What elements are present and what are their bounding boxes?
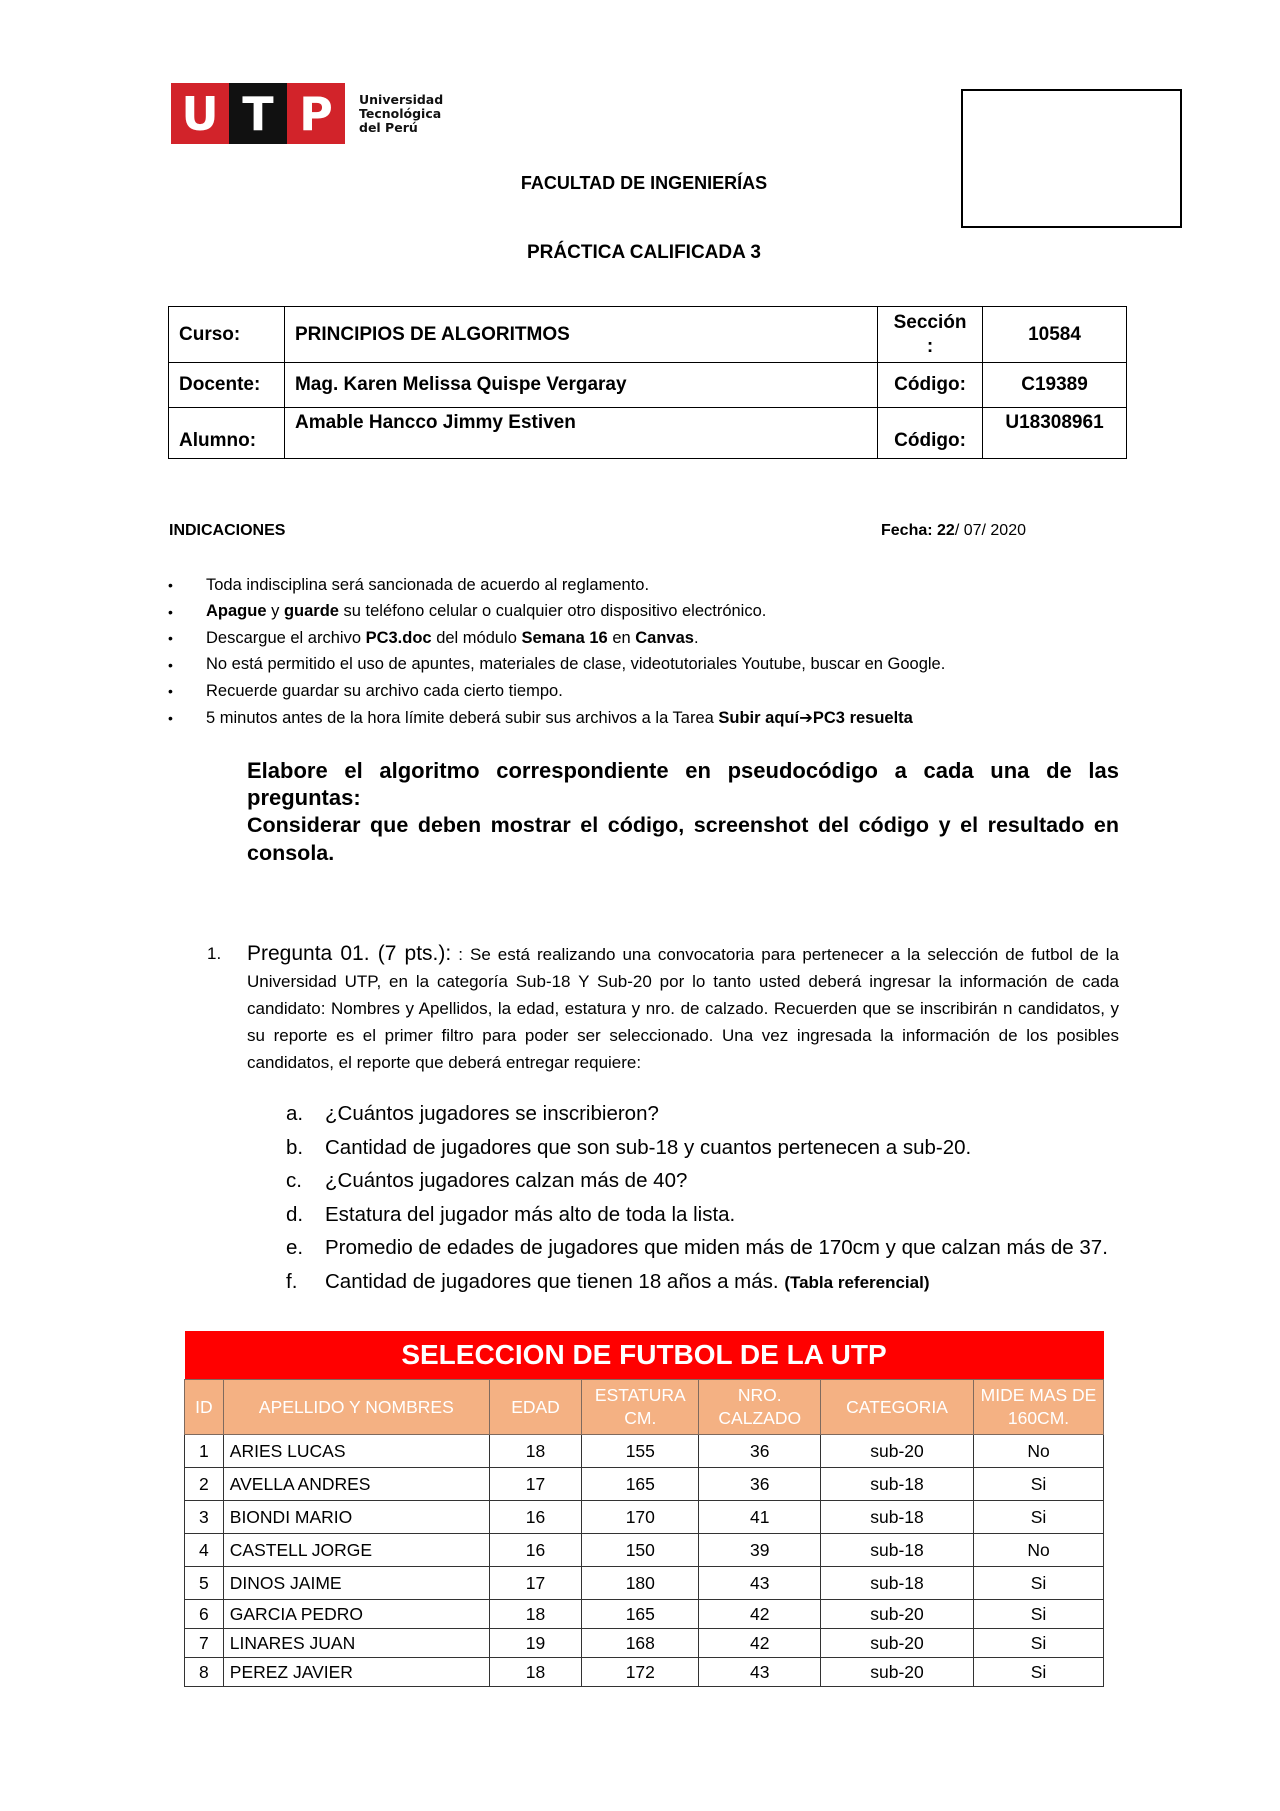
fecha-rest: / 07/ 2020 — [954, 522, 1026, 539]
bullet-icon: • — [168, 683, 173, 700]
column-header-age: EDAD — [489, 1380, 581, 1435]
list-item-text: Recuerde guardar su archivo cada cierto tiempo. — [206, 681, 563, 700]
item-letter: a. — [286, 1102, 304, 1125]
table-row — [185, 1435, 1104, 1468]
list-item — [286, 1231, 1120, 1265]
docente-codigo-label: Código: — [878, 363, 983, 408]
cell-height: 172 — [582, 1658, 699, 1687]
list-item — [168, 625, 1128, 652]
cell-age: 18 — [489, 1435, 581, 1468]
text: 5 minutos antes de la hora límite deberá subir sus archivos a la Tarea — [206, 708, 719, 727]
faculty-title: FACULTAD DE INGENIERÍAS — [520, 173, 768, 193]
table-row — [185, 1629, 1104, 1658]
exam-title: PRÁCTICA CALIFICADA 3 — [527, 242, 761, 263]
docente-label: Docente: — [169, 363, 285, 408]
bold-text: Canvas — [635, 628, 694, 647]
table-title: SELECCION DE FUTBOL DE LA UTP — [185, 1331, 1104, 1380]
logo-line: Universidad — [359, 91, 444, 107]
bold-text: Subir aquí — [718, 708, 800, 727]
curso-value: PRINCIPIOS DE ALGORITMOS — [284, 307, 877, 363]
bullet-icon: • — [168, 577, 173, 594]
cell-age: 16 — [489, 1501, 581, 1534]
list-item — [286, 1164, 1120, 1198]
logo-letter-t: T — [229, 83, 287, 144]
cell-age: 16 — [489, 1534, 581, 1567]
cell-name: DINOS JAIME — [223, 1567, 489, 1600]
table-body — [185, 1435, 1104, 1687]
text: . — [693, 628, 699, 647]
logo-line: Tecnológica — [359, 105, 442, 121]
fecha-label: Fecha: — [881, 522, 933, 539]
cell-name: GARCIA PEDRO — [223, 1600, 489, 1629]
cell-shoe-size: 42 — [699, 1600, 821, 1629]
docente-value: Mag. Karen Melissa Quispe Vergaray — [284, 363, 877, 408]
cell-category: sub-18 — [821, 1468, 974, 1501]
alumno-codigo-value: U18308961 — [983, 408, 1127, 459]
seccion-value: 10584 — [983, 307, 1127, 363]
bold-text: PC3.doc — [365, 628, 432, 647]
question-subitems — [286, 1097, 1120, 1299]
info-row-curso — [169, 307, 1127, 363]
info-row-alumno — [169, 408, 1127, 459]
item-text: ¿Cuántos jugadores se inscribieron? — [325, 1102, 659, 1125]
column-header-id: ID — [185, 1380, 224, 1435]
cell-shoe-size: 41 — [699, 1501, 821, 1534]
alumno-label: Alumno: — [169, 408, 285, 459]
item-text: ¿Cuántos jugadores calzan más de 40? — [325, 1169, 688, 1192]
column-header-over-160: MIDE MAS DE 160CM. — [974, 1380, 1104, 1435]
cell-age: 19 — [489, 1629, 581, 1658]
utp-logo — [171, 83, 443, 144]
item-letter: e. — [286, 1236, 304, 1259]
cell-id: 5 — [185, 1567, 224, 1600]
bullet-icon: • — [168, 603, 173, 620]
list-item — [168, 652, 1128, 679]
cell-height: 168 — [582, 1629, 699, 1658]
cell-shoe-size: 43 — [699, 1567, 821, 1600]
cell-over-160: No — [974, 1435, 1104, 1468]
cell-height: 170 — [582, 1501, 699, 1534]
bold-text: PC3 resuelta — [812, 708, 913, 727]
cell-id: 3 — [185, 1501, 224, 1534]
column-header-height: ESTATURA CM. — [582, 1380, 699, 1435]
instructions-line-2: Considerar que deben mostrar el código, screenshot del código y el resultado en consola. — [247, 813, 1119, 865]
question-1 — [207, 940, 1119, 1076]
cell-height: 180 — [582, 1567, 699, 1600]
column-header-category: CATEGORIA — [821, 1380, 974, 1435]
curso-label: Curso: — [169, 307, 285, 363]
cell-height: 165 — [582, 1468, 699, 1501]
cell-category: sub-20 — [821, 1600, 974, 1629]
cell-name: BIONDI MARIO — [223, 1501, 489, 1534]
cell-height: 155 — [582, 1435, 699, 1468]
bullet-icon: • — [168, 656, 173, 673]
cell-shoe-size: 42 — [699, 1629, 821, 1658]
cell-age: 18 — [489, 1658, 581, 1687]
list-item — [168, 572, 1128, 599]
cell-name: CASTELL JORGE — [223, 1534, 489, 1567]
item-text — [325, 1265, 930, 1300]
cell-name: AVELLA ANDRES — [223, 1468, 489, 1501]
question-text: : Se está realizando una convocatoria para pertenecer a la selección de futbol de la Universidad UTP, en la categoría Sub-18 Y Sub-20 por lo tanto usted deberá ingresar la información de cada candidato: Nombres y Apellidos, la edad, estatura y nro. de calzado. Recuerden que se inscribirán n candidatos, y su reporte es el primer filtro para poder ser seleccionado. Una vez ingresada la información de los posibles candidatos, el reporte que deberá entregar requiere: — [247, 945, 1119, 1072]
table-row — [185, 1501, 1104, 1534]
list-item-text: No está permitido el uso de apuntes, materiales de clase, videotutoriales Youtube, buscar en Google. — [206, 655, 946, 674]
cell-category: sub-18 — [821, 1567, 974, 1600]
logo-letter-p: P — [287, 83, 345, 144]
cell-height: 165 — [582, 1600, 699, 1629]
cell-shoe-size: 36 — [699, 1468, 821, 1501]
list-item — [168, 599, 1128, 626]
cell-category: sub-18 — [821, 1501, 974, 1534]
seccion-label-text: Sección — [893, 311, 967, 333]
logo-letter-u: U — [171, 83, 229, 144]
item-text: Estatura del jugador más alto de toda la lista. — [325, 1202, 736, 1226]
table-row — [185, 1567, 1104, 1600]
text: su teléfono celular o cualquier otro dispositivo electrónico. — [338, 602, 767, 621]
text: y — [266, 602, 284, 621]
text: en — [607, 628, 636, 647]
item-letter: d. — [286, 1202, 304, 1226]
item-letter: c. — [286, 1169, 302, 1192]
text: Cantidad de jugadores que tienen 18 años a más. — [325, 1269, 785, 1293]
list-item — [286, 1265, 1120, 1300]
cell-name: LINARES JUAN — [223, 1629, 489, 1658]
cell-age: 18 — [489, 1600, 581, 1629]
arrow-right-icon: ➔ — [799, 708, 813, 727]
exam-date — [881, 522, 1026, 540]
cell-id: 2 — [185, 1468, 224, 1501]
column-header-name: APELLIDO Y NOMBRES — [223, 1380, 489, 1435]
list-item-text: Toda indisciplina será sancionada de acuerdo al reglamento. — [206, 575, 650, 594]
cell-age: 17 — [489, 1468, 581, 1501]
cell-age: 17 — [489, 1567, 581, 1600]
cell-id: 1 — [185, 1435, 224, 1468]
list-item-text — [206, 602, 766, 621]
cell-id: 8 — [185, 1658, 224, 1687]
list-item — [168, 678, 1128, 705]
grade-box — [961, 89, 1182, 228]
list-item — [286, 1097, 1120, 1131]
cell-category: sub-18 — [821, 1534, 974, 1567]
info-row-docente — [169, 363, 1127, 408]
cell-shoe-size: 36 — [699, 1435, 821, 1468]
item-letter: f. — [286, 1269, 298, 1293]
logo-letters — [171, 83, 345, 144]
list-item — [286, 1198, 1120, 1232]
cell-category: sub-20 — [821, 1658, 974, 1687]
list-item-text — [206, 629, 699, 648]
table-row — [185, 1658, 1104, 1687]
list-item — [286, 1131, 1120, 1165]
instructions-line-1: Elabore el algoritmo correspondiente en pseudocódigo a cada una de las preguntas: — [247, 758, 1119, 810]
table-row — [185, 1534, 1104, 1567]
table-banner-row — [185, 1331, 1104, 1380]
question-number: 1. — [207, 944, 222, 963]
futbol-selection-table — [184, 1331, 1104, 1687]
cell-over-160: Si — [974, 1629, 1104, 1658]
docente-codigo-value: C19389 — [983, 363, 1127, 408]
bold-text: Semana 16 — [521, 628, 608, 647]
cell-id: 4 — [185, 1534, 224, 1567]
logo-university-name — [359, 93, 443, 135]
fecha-day: 22 — [937, 522, 955, 539]
cell-name: ARIES LUCAS — [223, 1435, 489, 1468]
cell-over-160: Si — [974, 1468, 1104, 1501]
question-title: Pregunta 01. (7 pts.): — [247, 942, 452, 965]
reference-note: (Tabla referencial) — [784, 1272, 930, 1292]
cell-over-160: Si — [974, 1501, 1104, 1534]
cell-over-160: Si — [974, 1658, 1104, 1687]
cell-category: sub-20 — [821, 1629, 974, 1658]
bold-text: Apague — [206, 602, 267, 621]
indicaciones-heading: INDICACIONES — [169, 522, 286, 539]
logo-line: del Perú — [359, 119, 418, 135]
table-header-row — [185, 1380, 1104, 1435]
bullet-icon: • — [168, 709, 173, 726]
cell-shoe-size: 43 — [699, 1658, 821, 1687]
cell-over-160: Si — [974, 1600, 1104, 1629]
seccion-label-colon: : — [926, 335, 934, 357]
item-letter: b. — [286, 1135, 304, 1159]
item-text: Promedio de edades de jugadores que miden más de 170cm y que calzan más de 37. — [325, 1236, 1108, 1259]
general-instructions — [247, 757, 1119, 867]
cell-name: PEREZ JAVIER — [223, 1658, 489, 1687]
cell-id: 7 — [185, 1629, 224, 1658]
bold-text: guarde — [283, 602, 339, 621]
cell-over-160: No — [974, 1534, 1104, 1567]
text: del módulo — [431, 628, 522, 647]
cell-id: 6 — [185, 1600, 224, 1629]
seccion-label — [878, 307, 983, 363]
item-text: Cantidad de jugadores que son sub-18 y cuantos pertenecen a sub-20. — [325, 1135, 972, 1159]
alumno-codigo-label: Código: — [878, 408, 983, 459]
column-header-shoe-size: NRO. CALZADO — [699, 1380, 821, 1435]
alumno-value: Amable Hancco Jimmy Estiven — [284, 408, 877, 459]
student-info-table — [168, 306, 1127, 459]
cell-category: sub-20 — [821, 1435, 974, 1468]
table-row — [185, 1600, 1104, 1629]
bullet-icon: • — [168, 630, 173, 647]
table-row — [185, 1468, 1104, 1501]
cell-height: 150 — [582, 1534, 699, 1567]
list-item — [168, 705, 1128, 732]
text: Descargue el archivo — [206, 628, 366, 647]
indicaciones-list — [168, 572, 1128, 731]
cell-shoe-size: 39 — [699, 1534, 821, 1567]
cell-over-160: Si — [974, 1567, 1104, 1600]
question-body — [247, 940, 1119, 1076]
list-item-text — [206, 708, 913, 728]
